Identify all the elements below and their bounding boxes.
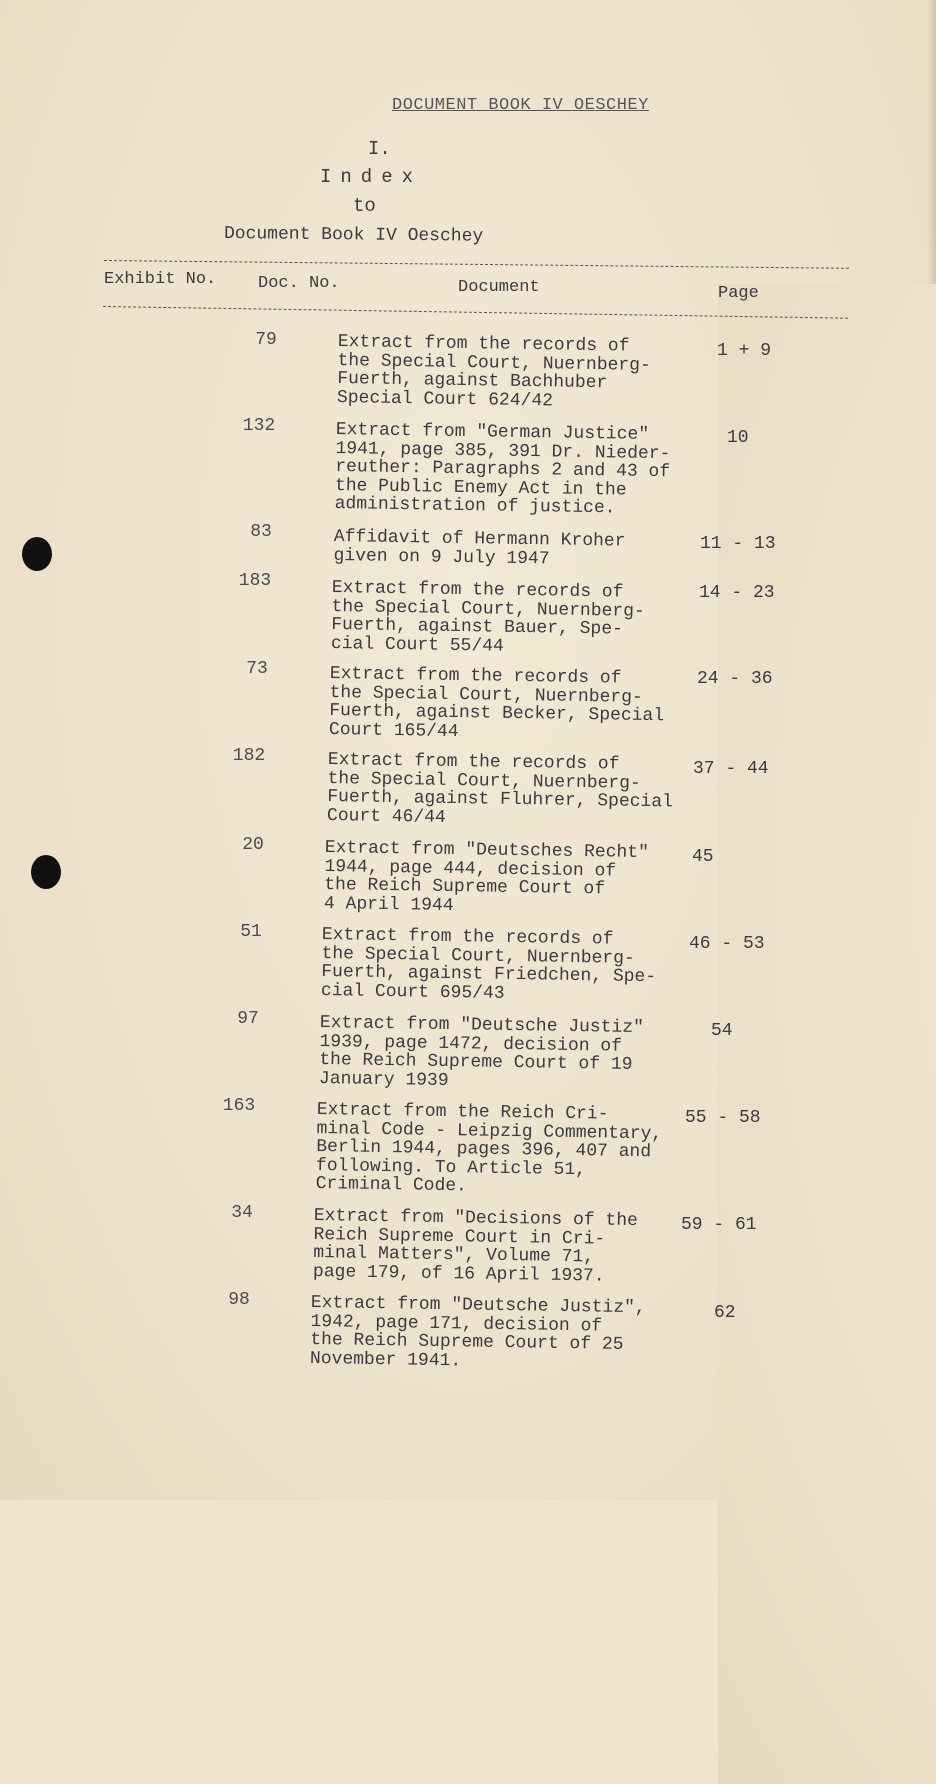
column-header-page: Page — [718, 284, 936, 1784]
document-description: Affidavit of Hermann Kroher given on 9 July 1947 — [333, 527, 626, 569]
document-title: DOCUMENT BOOK IV OESCHEY — [392, 96, 649, 115]
column-header-doc-no: Doc. No. — [258, 274, 340, 293]
doc-number: 182 — [232, 746, 266, 766]
section-number: I. — [368, 138, 391, 160]
page-range: 62 — [714, 1303, 736, 1323]
page-range: 54 — [711, 1021, 733, 1041]
page-range: 45 — [692, 847, 714, 867]
column-header-document: Document — [458, 278, 540, 297]
doc-number: 20 — [242, 835, 264, 855]
punch-hole-top — [22, 537, 52, 571]
doc-number: 83 — [250, 522, 272, 542]
document-description: Extract from the Reich Cri- minal Code - Leipzig Commentary, Berlin 1944, pages 396, 407 and following. To Article 51, Criminal Code. — [315, 1100, 663, 1197]
doc-number: 97 — [237, 1009, 259, 1029]
doc-number: 183 — [238, 571, 272, 591]
document-description: Extract from "Deutsches Recht" 1944, page 444, decision of the Reich Supreme Court of 4 April 1944 — [323, 838, 650, 916]
document-description: Extract from the records of the Special Court, Nuernberg- Fuerth, against Becker, Special Court 165/44 — [328, 664, 665, 742]
doc-number: 79 — [255, 330, 277, 350]
document-description: Extract from the records of the Special Court, Nuernberg- Fuerth, against Friedchen, Spe- cial Court 695/43 — [320, 925, 657, 1004]
doc-number: 51 — [240, 922, 262, 942]
page-range: 11 - 13 — [700, 534, 776, 554]
page-range: 1 + 9 — [717, 341, 772, 361]
column-header-exhibit: Exhibit No. — [104, 270, 217, 289]
page-range: 55 - 58 — [685, 1108, 761, 1128]
page-range: 24 - 36 — [697, 669, 773, 689]
page-range: 10 — [727, 428, 749, 448]
document-description: Extract from the records of the Special Court, Nuernberg- Fuerth, against Fluhrer, Special Court 46/44 — [326, 750, 674, 828]
punch-hole-bottom — [31, 855, 61, 889]
index-subtitle: Document Book IV Oeschey — [223, 224, 484, 247]
page-range: 37 - 44 — [693, 759, 769, 779]
page-range: 46 - 53 — [689, 934, 765, 954]
page-range: 59 - 61 — [681, 1215, 757, 1235]
index-heading: Index — [320, 166, 423, 188]
doc-number: 132 — [242, 416, 276, 436]
doc-number: 34 — [231, 1203, 253, 1223]
page-range: 14 - 23 — [699, 583, 775, 603]
doc-number: 98 — [228, 1290, 250, 1310]
doc-number: 163 — [222, 1096, 256, 1116]
index-to: to — [353, 195, 376, 217]
document-description: Extract from the records of the Special Court, Nuernberg- Fuerth, against Bachhuber Special Court 624/42 — [336, 332, 651, 411]
document-description: Extract from "Decisions of the Reich Supreme Court in Cri- minal Matters", Volume 71, page 179, of 16 April 1937. — [312, 1206, 639, 1287]
header-rule-top — [104, 260, 849, 269]
document-description: Extract from "German Justice" 1941, page 385, 391 Dr. Nieder- reuther: Paragraphs 2 and 43 of the Public Enemy Act in the administration of justice. — [334, 420, 671, 519]
document-description: Extract from "Deutsche Justiz" 1939, page 1472, decision of the Reich Supreme Court of 19 January 1939 — [318, 1013, 645, 1091]
document-description: Extract from "Deutsche Justiz", 1942, page 171, decision of the Reich Supreme Court of 25 November 1941. — [309, 1293, 646, 1371]
document-description: Extract from the records of the Special Court, Nuernberg- Fuerth, against Bauer, Spe- cial Court 55/44 — [330, 578, 645, 657]
doc-number: 73 — [246, 659, 268, 679]
